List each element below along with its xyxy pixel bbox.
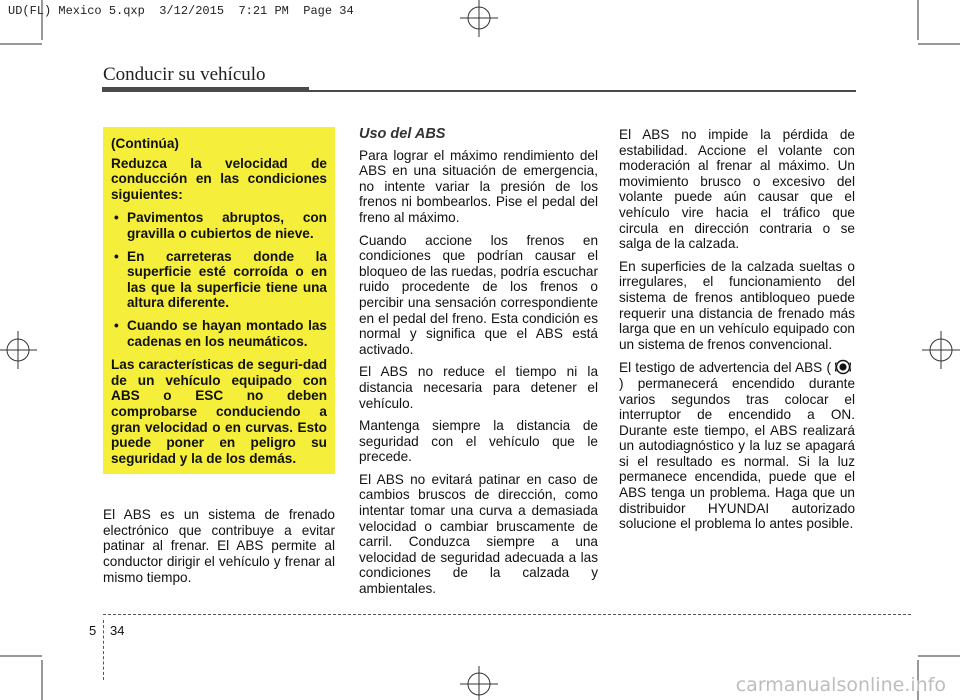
abs-warning-icon (835, 359, 851, 375)
warning-continued: (Continúa) (111, 136, 179, 151)
paragraph: El ABS no reduce el tiempo ni la distancia necesaria para detener el vehículo. (359, 364, 598, 411)
header-rule-thin (309, 90, 856, 92)
warning-box (103, 127, 335, 474)
header-rule-thick (102, 87, 309, 92)
warning-intro: Reduzca la velocidad de conducción en las condiciones siguientes: (111, 155, 327, 202)
abs-intro-paragraph: El ABS es un sistema de frenado electrónico que contribuye a evitar patinar al frenar. El ABS permite al conductor dirigir el vehículo y frenar al mismo tiempo. (103, 507, 335, 585)
warning-bullet-2: • En carreteras donde la superficie esté corroída o en las que la superficie tiene una altura diferente. (111, 249, 327, 311)
paragraph: Cuando accione los frenos en condiciones que podrían causar el bloqueo de las ruedas, podría escuchar ruido procedente de los frenos o percibir una sensación correspondiente en el pedal del freno. Esta condición es normal y significa que el ABS está activado. (359, 232, 598, 357)
warning-list (111, 210, 327, 349)
warning-closing: Las características de seguri-dad de un vehículo equipado con ABS o ESC no deben comprobarse conduciendo a gran velocidad o en curvas. Esto puede poner en peligro su seguridad y la de los demás. (111, 357, 327, 466)
column-2 (359, 127, 598, 604)
warning-bullet-3: • Cuando se hayan montado las cadenas en los neumáticos. (111, 318, 327, 349)
footer-rule (103, 614, 911, 615)
abs-warning-light-paragraph (619, 359, 855, 532)
page-number: 34 (110, 623, 125, 638)
paragraph: Para lograr el máximo rendimiento del ABS en una situación de emergencia, no intente variar la presión de los frenos ni bombearlos. Pise el pedal del freno al máximo. (359, 147, 598, 225)
text-after-icon: ) permanecerá encendido durante varios segundos tras colocar el interruptor de encendido a ON. Durante este tiempo, el ABS realizará un autodiagnóstico y la luz se apagará si el resultado es normal. Si la luz permanece encendida, puede que el ABS tenga un problema. Haga que un distribuidor HYUNDAI autorizado solucione el problema lo antes posible. (619, 375, 855, 532)
section-header-title: Conducir su vehículo (103, 64, 266, 85)
watermark: carmanualsonline.info (735, 674, 946, 696)
warning-bullet-1: • Pavimentos abruptos, con gravilla o cubiertos de nieve. (111, 210, 327, 241)
section-heading-uso-abs: Uso del ABS (359, 126, 446, 142)
paragraph: Mantenga siempre la distancia de seguridad con el vehículo que le precede. (359, 418, 598, 465)
print-slug: UD(FL) Mexico 5.qxp 3/12/2015 7:21 PM Page 34 (8, 4, 354, 18)
chapter-number: 5 (89, 623, 97, 638)
page-number-separator (103, 620, 104, 680)
column-1 (103, 127, 335, 592)
paragraph: El ABS no impide la pérdida de estabilidad. Accione el volante con moderación al frenar al máximo. Un movimiento brusco o excesivo del volante puede aún causar que el vehículo vire hacia el tráfico que circula en dirección contraria o se salga de la calzada. (619, 127, 855, 252)
paragraph: El ABS no evitará patinar en caso de cambios bruscos de dirección, como intentar tomar una curva a demasiada velocidad o cambiar bruscamente de carril. Conduzca siempre a una velocidad de seguridad adecuada a las condiciones de la calzada y ambientales. (359, 471, 598, 597)
paragraph: En superficies de la calzada sueltas o irregulares, el funcionamiento del sistema de frenos antibloqueo puede requerir una distancia de frenado más larga que en un vehículo equipado con un sistema de frenos convencional. (619, 258, 855, 352)
text-before-icon: El testigo de advertencia del ABS ( (619, 360, 831, 376)
column-3 (619, 127, 855, 539)
